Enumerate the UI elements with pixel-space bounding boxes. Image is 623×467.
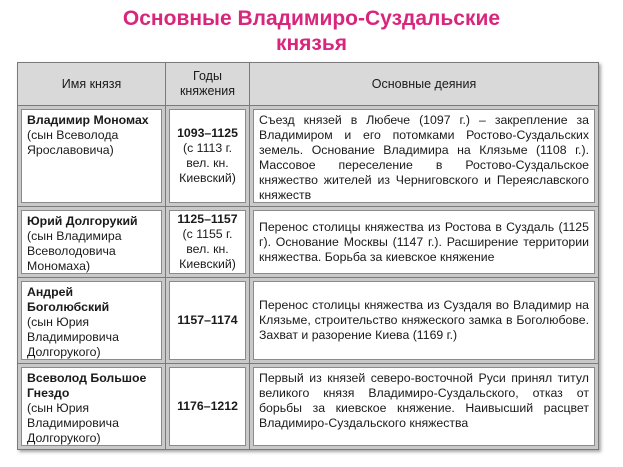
years-cell [166, 364, 250, 449]
years-cell [166, 278, 250, 364]
column-header-deeds: Основные деяния [250, 63, 598, 106]
prince-name: Юрий Долгорукий [27, 214, 138, 228]
prince-name: Андрей Боголюбский [27, 285, 110, 314]
column-header-name: Имя князя [18, 63, 166, 106]
name-cell [18, 207, 166, 278]
reign-years: 1157–1174 [177, 313, 238, 327]
prince-parentage: (сын Юрия Владимировича Долгорукого) [27, 315, 119, 359]
column-header-years: Годы княжения [166, 63, 250, 106]
name-cell [18, 278, 166, 364]
reign-years: 1093–1125 [177, 126, 238, 140]
deeds-cell [250, 207, 598, 278]
table-header-row [18, 63, 598, 106]
years-cell [166, 207, 250, 278]
table-row [18, 364, 598, 449]
prince-name: Владимир Мономах [27, 113, 149, 127]
princes-table [17, 62, 599, 450]
deeds-text: Первый из князей северо-восточной Руси принял титул великого князя Владимиро-Суздальского, отказ от борьбы за киевское княжение. Наивысший расцвет Владимиро-Суздальского княжества [259, 371, 589, 430]
deeds-cell [250, 364, 598, 449]
page-title-line-2: князья [275, 32, 348, 55]
prince-parentage: (сын Владимира Всеволодовича Мономаха) [27, 229, 122, 273]
table-row [18, 207, 598, 278]
prince-parentage: (сын Юрия Владимировича Долгорукого) [27, 401, 119, 445]
deeds-text: Перенос столицы княжества из Ростова в Суздаль (1125 г). Основание Москвы (1147 г.). Расширение территории княжества. Борьба за киевское княжение [259, 219, 589, 264]
deeds-text: Перенос столицы княжества из Суздаля во Владимир на Клязьме, строительство княжеского замка в Боголюбове. Захват и разорение Киева (1169 г.) [259, 298, 589, 342]
deeds-text: Съезд князей в Любече (1097 г.) – закрепление за Владимиром и его потомками Ростово-Суздальских земель. Основание Владимира на Клязьме (1108 г.). Массовое переселение в Ростово-Суздальское княжество жителей из Черниговского и Переяславского княжеств [259, 113, 589, 202]
prince-name: Всеволод Большое Гнездо [27, 371, 147, 400]
deeds-cell [250, 106, 598, 207]
page-title-line-1: Основные Владимиро-Суздальские [122, 7, 501, 30]
deeds-cell [250, 278, 598, 364]
prince-parentage: (сын Всеволода Ярославовича) [27, 128, 119, 157]
reign-years: 1176–1212 [177, 399, 238, 413]
years-cell [166, 106, 250, 207]
name-cell [18, 364, 166, 449]
table-row [18, 106, 598, 207]
name-cell [18, 106, 166, 207]
page-title [0, 6, 623, 56]
reign-years: 1125–1157 [177, 212, 238, 226]
reign-note: (с 1155 г. вел. кн. Киевский) [179, 227, 236, 271]
table-row [18, 278, 598, 364]
reign-note: (с 1113 г. вел. кн. Киевский) [179, 141, 236, 185]
